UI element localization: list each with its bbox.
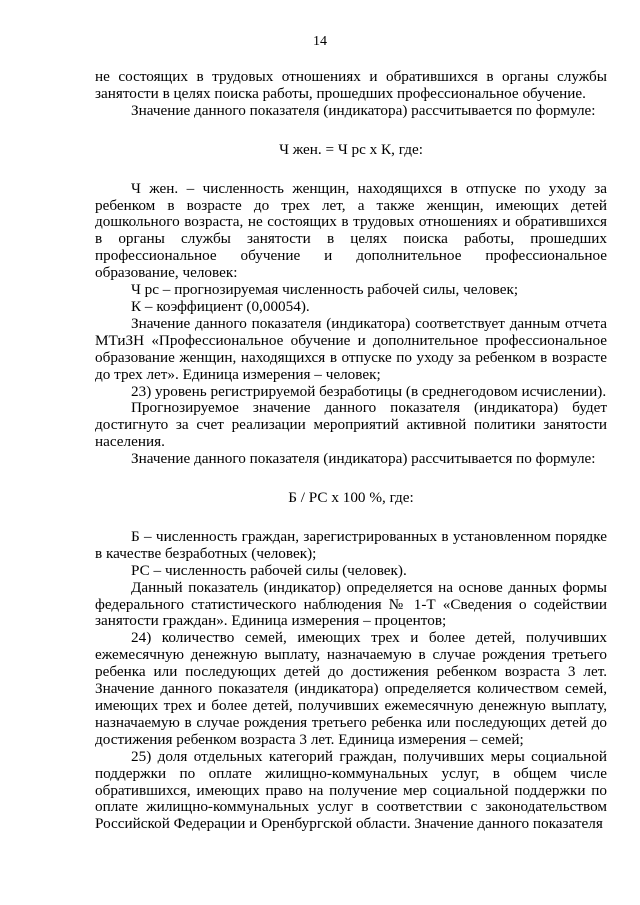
paragraph: не состоящих в трудовых отношениях и обратившихся в органы службы занятости в целях поиска работы, прошедших профессиональное обучение. [95,68,607,102]
paragraph: РС – численность рабочей силы (человек). [131,561,407,579]
page-number: 14 [313,34,327,49]
formula: Ч жен. = Ч рс х К, где: [279,140,423,158]
paragraph: К – коэффициент (0,00054). [131,297,310,315]
paragraph: Значение данного показателя (индикатора) рассчитывается по формуле: [131,450,596,468]
paragraph: Ч жен. – численность женщин, находящихся в отпуске по уходу за ребенком в возрасте до трех лет, а также женщин, имеющих детей дошкольного возраста, не состоящих в трудовых отношениях и обратившихся в органы службы занятости в целях поиска работы, прошедших профессиональное обучение и дополнительное профессиональное образование, человек: [95,179,607,282]
paragraph: Значение данного показателя (индикатора) рассчитывается по формуле: [131,101,596,119]
paragraph: Данный показатель (индикатор) определяется на основе данных формы федерального статистического наблюдения № 1-Т «Сведения о содействии занятости граждан». Единица измерения – процентов; [95,578,607,630]
paragraph: 23) уровень регистрируемой безработицы (в среднегодовом исчислении). [131,382,607,400]
paragraph: Ч рс – прогнозируемая численность рабочей силы, человек; [131,281,519,299]
document-body [95,69,607,833]
formula: Б / РС х 100 %, где: [288,489,414,507]
paragraph: Значение данного показателя (индикатора) соответствует данным отчета МТиЗН «Профессиональное обучение и дополнительное профессиональное образование женщин, находящихся в отпуске по уходу за ребенком в возрасте до трех лет». Единица измерения – человек; [95,314,607,383]
paragraph: 24) количество семей, имеющих трех и более детей, получивших ежемесячную денежную выплату, назначаемую в случае рождения третьего ребенка или последующих детей до достижения ребенком возраста 3 лет. Значение данного показателя (индикатора) определяется количеством семей, имеющих трех и более детей, получивших ежемесячную денежную выплату, назначаемую в случае рождения третьего ребенка или последующих детей до достижения ребенком возраста 3 лет. Единица измерения – семей; [95,629,607,748]
paragraph: Б – численность граждан, зарегистрированных в установленном порядке в качестве безработных (человек); [95,527,607,562]
paragraph: Прогнозируемое значение данного показателя (индикатора) будет достигнуто за счет реализации мероприятий активной политики занятости населения. [95,399,607,451]
paragraph: 25) доля отдельных категорий граждан, получивших меры социальной поддержки по оплате жилищно-коммунальных услуг, в общем числе обратившихся, имеющих право на получение мер социальной поддержки по оплате жилищно-коммунальных услуг в соответствии с законодательством Российской Федерации и Оренбургской области. Значение данного показателя [95,747,607,833]
